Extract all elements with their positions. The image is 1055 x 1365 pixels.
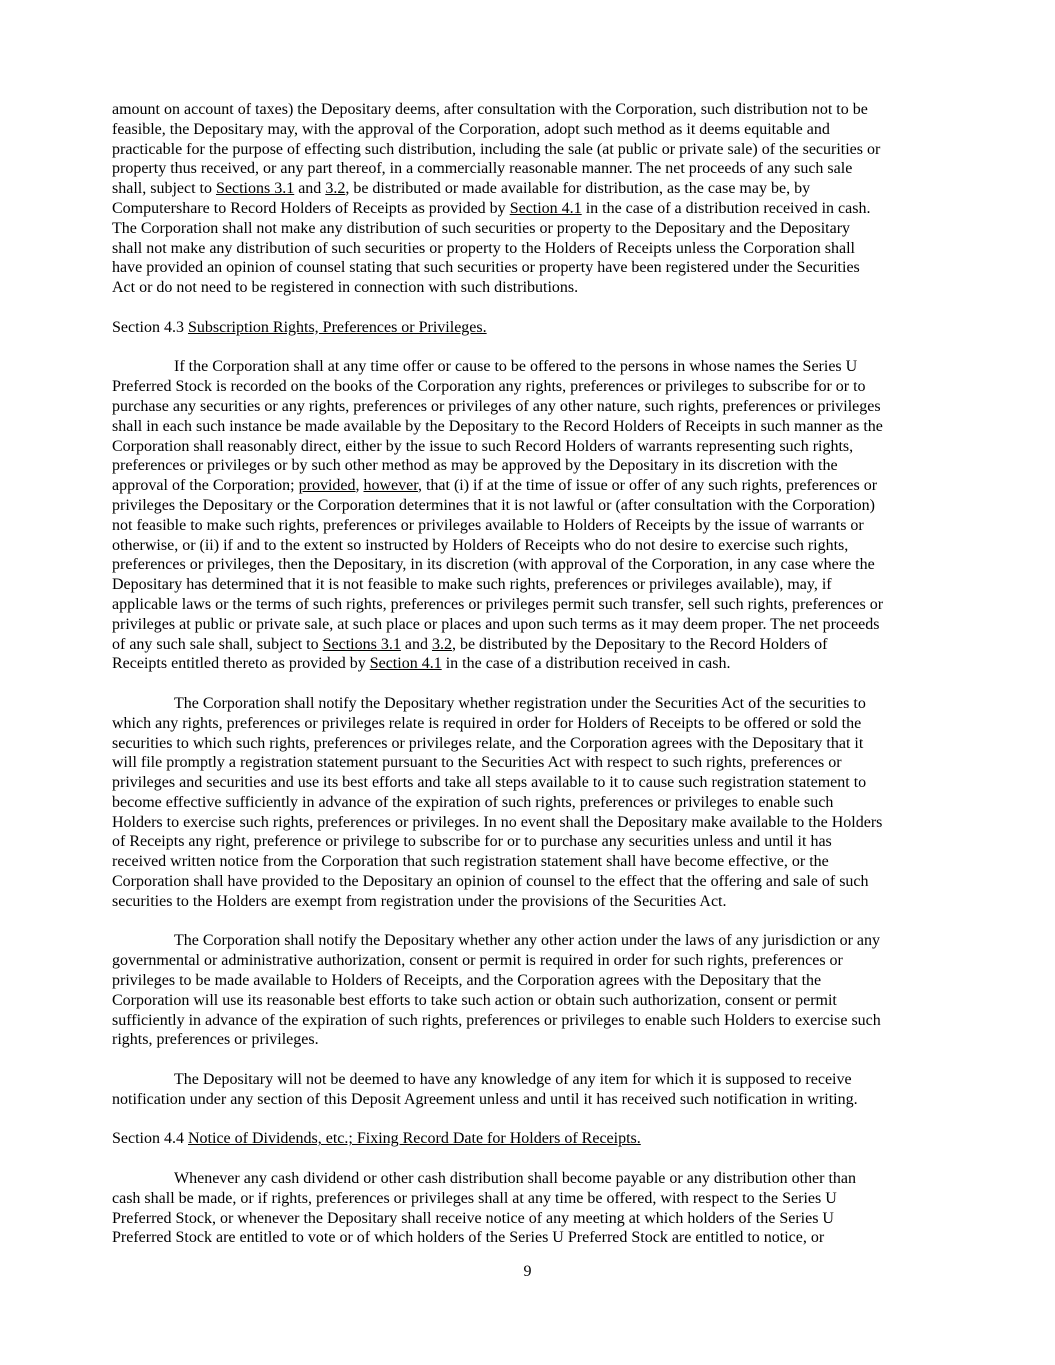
text-line (112, 318, 952, 338)
text-segment: and (400, 635, 432, 653)
text-segment: shall in each such instance be made available by the Depositary to the Record Holders of Receipts in such manner as the (112, 417, 883, 435)
text-segment: Receipts entitled thereto as provided by (112, 655, 370, 673)
text-segment: Corporation will use its reasonable best efforts to take such action or obtain such authorization, consent or permit (112, 991, 837, 1009)
paragraph (112, 931, 952, 1050)
text-segment: preferences or privileges or by such other method as may be approved by the Depositary in its discretion with the (112, 457, 838, 475)
text-segment: and (294, 180, 326, 198)
text-line (112, 179, 952, 199)
text-line (112, 258, 952, 278)
text-line (112, 555, 952, 575)
text-segment: If the Corporation shall at any time offer or cause to be offered to the persons in whose names the Series U (174, 358, 858, 376)
text-segment: Preferred Stock, or whenever the Depositary shall receive notice of any meeting at which holders of the Series U (112, 1209, 834, 1227)
text-segment: , (355, 477, 364, 495)
underlined-reference: 3.2 (325, 180, 346, 198)
text-line (112, 654, 952, 674)
text-segment: governmental or administrative authorization, consent or permit is required in order for such rights, preferences or (112, 952, 843, 970)
underlined-reference: Notice of Dividends, etc.; Fixing Record Date for Holders of Receipts. (188, 1130, 641, 1148)
text-line (112, 417, 952, 437)
text-line (112, 219, 952, 239)
text-line (112, 852, 952, 872)
text-segment: The Corporation shall notify the Depositary whether registration under the Securities Act of the securities to (174, 694, 866, 712)
text-line (112, 496, 952, 516)
text-segment: otherwise, or (ii) if and to the extent so instructed by Holders of Receipts who do not desire to exercise such rights, (112, 536, 849, 554)
text-line (112, 100, 952, 120)
text-segment: securities to which such rights, preferences or privileges relate, and the Corporation agrees with the Depositary that it (112, 734, 864, 752)
paragraph (112, 100, 952, 298)
underlined-reference: Section 4.1 (509, 199, 582, 217)
text-segment: received written notice from the Corporation that such registration statement shall have become effective, or the (112, 853, 829, 871)
text-line (112, 357, 952, 377)
text-segment: cash shall be made, or if rights, preferences or privileges shall at any time be offered, with respect to the Series U (112, 1189, 837, 1207)
text-line (112, 239, 952, 259)
text-segment: privileges and securities and use its best efforts and take all steps available to it to cause such registration statement to (112, 774, 867, 792)
text-segment: which any rights, preferences or privileges relate is required in order for Holders of Receipts to be offered or sold the (112, 714, 862, 732)
text-segment: Act or do not need to be registered in connection with such distributions. (112, 279, 579, 297)
text-segment: applicable laws or the terms of such rights, preferences or privileges permit such transfer, sell such rights, preferences or (112, 595, 884, 613)
text-line (112, 437, 952, 457)
underlined-reference: Sections 3.1 (322, 635, 401, 653)
text-segment: sufficiently in advance of the expiration of such rights, preferences or privileges to enable such Holders to exercise such (112, 1011, 881, 1029)
text-segment: privileges the Depositary or the Corporation determines that it is not lawful or (after consultation with the Corporation) (112, 496, 875, 514)
text-line (112, 1228, 952, 1248)
text-line (112, 476, 952, 496)
text-line (112, 377, 952, 397)
text-line (112, 1129, 952, 1149)
text-segment: Whenever any cash dividend or other cash distribution shall become payable or any distribution other than (174, 1170, 857, 1188)
text-segment: Section 4.3 (112, 318, 188, 336)
text-segment: privileges at public or private sale, at such place or places and upon such terms as it may deem proper. The net proceeds (112, 615, 880, 633)
text-line (112, 971, 952, 991)
text-segment: will file promptly a registration statement pursuant to the Securities Act with respect to such rights, preferences or (112, 754, 842, 772)
underlined-reference: Subscription Rights, Preferences or Privileges. (188, 318, 487, 336)
text-segment: rights, preferences or privileges. (112, 1031, 319, 1049)
underlined-reference: Section 4.1 (369, 655, 442, 673)
text-line (112, 951, 952, 971)
text-segment: , be distributed or made available for distribution, as the case may be, by (345, 180, 811, 198)
text-segment: privileges to be made available to Holders of Receipts, and the Corporation agrees with the Depositary that the (112, 972, 822, 990)
section-heading (112, 1129, 952, 1149)
text-segment: in the case of a distribution received in cash. (581, 199, 871, 217)
text-segment: shall, subject to (112, 180, 216, 198)
text-line (112, 615, 952, 635)
text-line (112, 516, 952, 536)
text-segment: property thus received, or any part thereof, in a commercially reasonable manner. The net proceeds of any such sale (112, 160, 853, 178)
text-segment: approval of the Corporation; (112, 477, 299, 495)
text-line (112, 872, 952, 892)
text-segment: The Corporation shall not make any distribution of such securities or property to the Depositary and the Depositary (112, 219, 851, 237)
text-line (112, 991, 952, 1011)
text-line (112, 456, 952, 476)
text-segment: Preferred Stock is recorded on the books of the Corporation any rights, preferences or privileges to subscribe for or to (112, 378, 866, 396)
underlined-reference: provided (298, 477, 356, 495)
text-segment: amount on account of taxes) the Depositary deems, after consultation with the Corporation, such distribution not to be (112, 101, 868, 118)
text-segment: Holders to exercise such rights, preferences or privileges. In no event shall the Depositary make available to the Holders (112, 813, 883, 831)
text-line (112, 832, 952, 852)
text-segment: Computershare to Record Holders of Receipts as provided by (112, 199, 510, 217)
text-segment: securities to the Holders are exempt from registration under the provisions of the Securities Act. (112, 892, 727, 910)
text-segment: Depositary has determined that it is not feasible to make such rights, preferences or privileges available), may, if (112, 576, 832, 594)
text-segment: purchase any securities or any rights, preferences or privileges of any other nature, such rights, preferences or privileges (112, 397, 881, 415)
text-line (112, 1011, 952, 1031)
text-segment: The Depositary will not be deemed to have any knowledge of any item for which it is supposed to receive (174, 1071, 852, 1089)
text-segment: of any such sale shall, subject to (112, 635, 323, 653)
text-segment: not feasible to make such rights, preferences or privileges available to Holders of Receipts by the issue of warrants or (112, 516, 864, 534)
text-line (112, 714, 952, 734)
text-segment: feasible, the Depositary may, with the approval of the Corporation, adopt such method as it deems equitable and (112, 120, 830, 138)
text-segment: preferences or privileges, then the Depositary, in its discretion (with approval of the Corporation, in any case where the (112, 556, 875, 574)
text-line (112, 595, 952, 615)
text-segment: , that (i) if at the time of issue or offer of any such rights, preferences or (417, 477, 878, 495)
text-segment: practicable for the purpose of effecting such distribution, including the sale (at public or private sale) of the securities or (112, 140, 881, 158)
paragraph (112, 1169, 952, 1248)
page-number: 9 (523, 1263, 532, 1280)
document-body (112, 100, 952, 1268)
text-segment: The Corporation shall notify the Depositary whether any other action under the laws of any jurisdiction or any (174, 932, 881, 950)
text-segment: Section 4.4 (112, 1130, 188, 1148)
text-line (112, 753, 952, 773)
text-segment: have provided an opinion of counsel stating that such securities or property have been registered under the Securities (112, 259, 860, 277)
text-segment: shall not make any distribution of such securities or property to the Holders of Receipts unless the Corporation shall (112, 239, 855, 257)
text-line (112, 931, 952, 951)
text-segment: Corporation shall reasonably direct, either by the issue to such Record Holders of warrants representing such rights, (112, 437, 854, 455)
text-line (112, 1090, 952, 1110)
underlined-reference: Sections 3.1 (215, 180, 295, 198)
text-segment: notification under any section of this Deposit Agreement unless and until it has received such notification in writing. (112, 1090, 858, 1108)
underlined-reference: 3.2 (431, 635, 452, 653)
text-line (112, 575, 952, 595)
text-segment: , be distributed by the Depositary to the Record Holders of (451, 635, 828, 653)
text-segment: Preferred Stock are entitled to vote or of which holders of the Series U Preferred Stock are entitled to notice, or (112, 1229, 825, 1247)
text-line (112, 278, 952, 298)
paragraph (112, 357, 952, 674)
text-line (112, 397, 952, 417)
text-line (112, 159, 952, 179)
paragraph (112, 1070, 952, 1110)
text-line (112, 1169, 952, 1189)
text-segment: become effective sufficiently in advance of the expiration of such rights, preferences or privileges to enable such (112, 793, 834, 811)
text-line (112, 1030, 952, 1050)
text-line (112, 892, 952, 912)
text-line (112, 199, 952, 219)
text-line (112, 813, 952, 833)
text-line (112, 120, 952, 140)
text-line (112, 635, 952, 655)
text-line (112, 734, 952, 754)
text-segment: Corporation shall have provided to the Depositary an opinion of counsel to the effect that the offering and sale of such (112, 873, 869, 891)
text-line (112, 793, 952, 813)
text-line (112, 1209, 952, 1229)
section-heading (112, 318, 952, 338)
text-line (112, 694, 952, 714)
text-line (112, 1070, 952, 1090)
text-segment: in the case of a distribution received in cash. (441, 655, 731, 673)
paragraph (112, 694, 952, 912)
text-line (112, 140, 952, 160)
text-line (112, 773, 952, 793)
underlined-reference: however (363, 477, 418, 495)
text-segment: of Receipts any right, preference or privilege to subscribe for or to purchase any securities unless and until it has (112, 833, 832, 851)
text-line (112, 536, 952, 556)
text-line (112, 1189, 952, 1209)
